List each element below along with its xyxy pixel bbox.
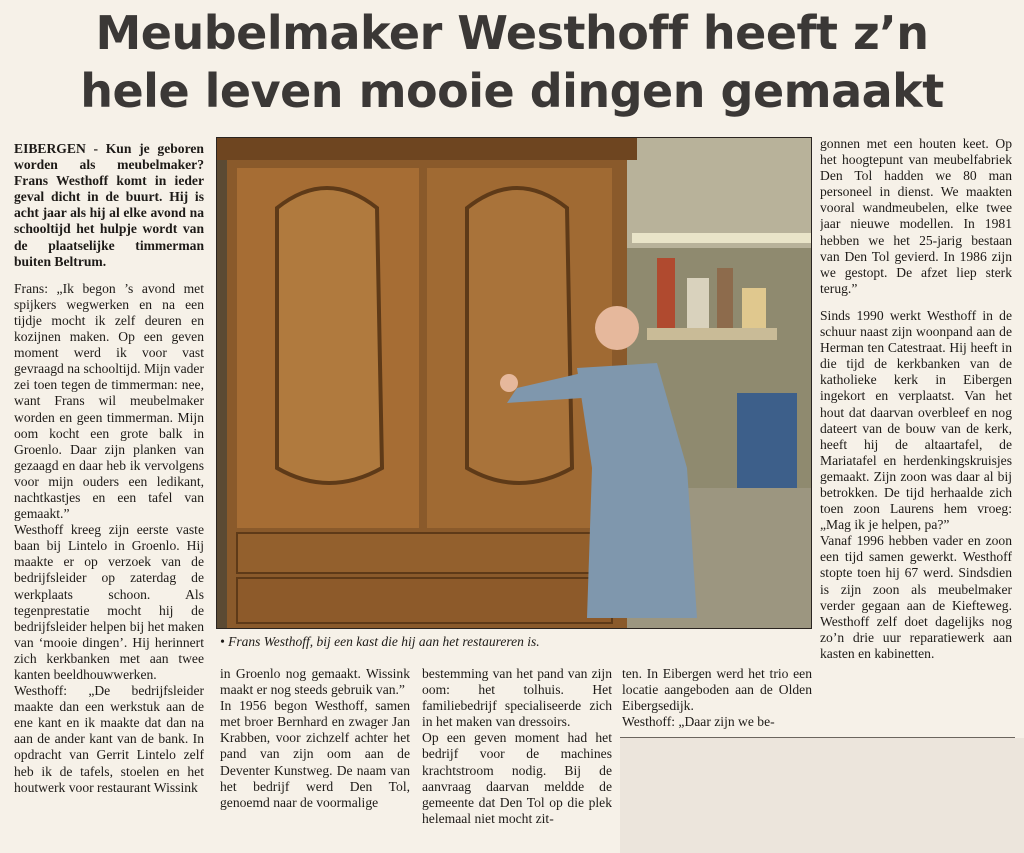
paragraph: Frans: „Ik begon ’s avond met spijkers wegwerken en na een tijdje mocht ik zelf deuren en kozijnen maken. Op een geven moment werd ik voor vast gevraagd na schooltijd. Mijn vader zei toen tegen de timmerman: nee, want Frans wil meubelmaker worden en geen timmerman. Mijn oom kocht een grote balk in Groenlo. Daar zijn planken van gezaagd en daar heb ik vervolgens voor mijn ouders een ledikant, nachtkastjes en een tafel van gemaakt.”: [14, 280, 204, 522]
paragraph: Westhoff: „De bedrijfsleider maakte dan een werkstuk aan de ene kant en ik maakte dat dan na aan de ander kant van de bank. In opdracht van Gerrit Lintelo zelf heb ik de tafels, stoelen en het houtwerk voor restaurant Wissink: [14, 683, 204, 795]
paragraph: Westhoff kreeg zijn eerste vaste baan bij Lintelo in Groenlo. Hij maakte er op verzoek van de bedrijfsleider op zaterdag de werkplaats schoon. Als tegenprestatie mocht hij de bedrijfsleider helpen bij het maken van ‘mooie dingen’. Hij herinnert zich kerkbanken met aan twee kanten beeldhouwwerken.: [14, 522, 204, 682]
article-column-2: [220, 666, 410, 846]
headline-line-1: Meubelmaker Westhoff heeft z’n: [95, 6, 929, 60]
paragraph: Vanaf 1996 hebben vader en zoon een tijd samen gewerkt. Westhoff stopte toen hij 67 werd. Sindsdien is zijn zoon als meubelmaker verder gegaan aan de Kiefteweg. Westhoff zelf doet dagelijks nog zo’n drie uur reparatiewerk aan kasten en kabinetten.: [820, 533, 1012, 661]
paragraph: Op een geven moment had het bedrijf voor de machines krachtstroom nodig. Bij de aanvraag daarvan meldde de gemeente dat Den Tol op die plek helemaal niet mocht zit-: [422, 730, 612, 826]
paragraph: in Groenlo nog gemaakt. Wissink maakt er nog steeds gebruik van.”: [220, 666, 410, 698]
photo-cabinet-and-man: [217, 138, 811, 628]
article-lead: EIBERGEN - Kun je geboren worden als meubelmaker? Frans Westhoff komt in ieder geval dicht in de buurt. Hij is acht jaar als hij al elke avond na schooltijd het hulpje wordt van de plaatselijke timmerman buiten Beltrum.: [14, 141, 204, 269]
paragraph: Westhoff: „Daar zijn we be-: [622, 714, 775, 730]
article-column-1: [14, 141, 204, 846]
headline: [0, 4, 1024, 120]
paragraph: In 1956 begon Westhoff, samen met broer Bernhard en zwager Jan Krabben, voor zichzelf achter het pand van zijn oom aan de Deventer Kunstweg. De naam van het bedrijf werd Den Tol, genoemd naar de voormalige: [220, 698, 410, 810]
article-photo: [216, 137, 812, 629]
headline-line-2: hele leven mooie dingen gemaakt: [80, 64, 944, 118]
paragraph: bestemming van het pand van zijn oom: het tolhuis. Het familiebedrijf specialiseerde zich in het maken van dressoirs.: [422, 666, 612, 730]
paragraph: ten. In Eibergen werd het trio een locatie aangeboden aan de Olden Eibergsedijk.: [622, 666, 812, 714]
paragraph: Sinds 1990 werkt Westhoff in de schuur naast zijn woonpand aan de Herman ten Catestraat. Hij heeft in die tijd de kerkbanken van de katholieke kerk in Eibergen ingekort en verplaatst. Van het hout dat daarvan overbleef en nog dateert van de bouw van de kerk, heeft hij de altaartafel, de Mariatafel en herdenkingskruisjes gemaakt. Zijn zoon was daar al bij betrokken. De tijd herhaalde zich toen zoon Laurens hem vroeg: „Mag ik je helpen, pa?”: [820, 307, 1012, 533]
article-column-4: [622, 666, 812, 734]
article-column-5: [820, 136, 1012, 734]
column-divider: [620, 737, 1015, 738]
photo-caption: • Frans Westhoff, bij een kast die hij aan het restaureren is.: [220, 634, 540, 649]
article-column-3: [422, 666, 612, 846]
blank-area: [620, 738, 1024, 853]
paragraph: gonnen met een houten keet. Op het hoogtepunt van meubelfabriek Den Tol hadden we 80 man personeel in dienst. We maakten vooral wandmeubelen, elke twee jaar nieuwe modellen. In 1981 hebben we het 25-jarig bestaan van Den Tol gevierd. In 1986 zijn we gestopt. De afzet liep sterk terug.”: [820, 136, 1012, 296]
